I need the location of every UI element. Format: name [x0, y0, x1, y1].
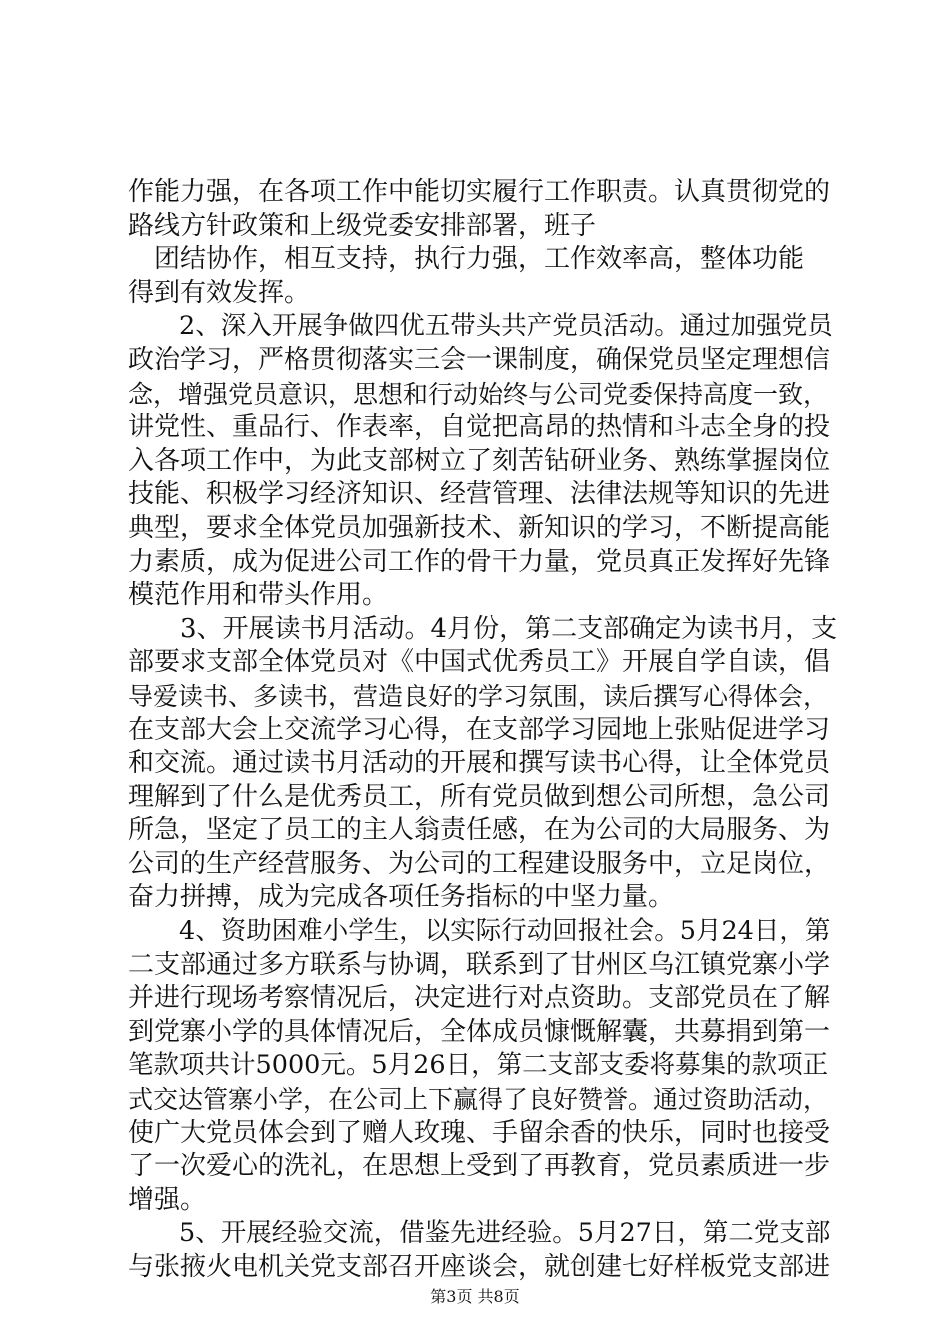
text-line: 团结协作，相互支持，执行力强，工作效率高，整体功能 — [128, 244, 805, 275]
text-line: 和交流。通过读书月活动的开展和撰写读书心得，让全体党员 — [128, 748, 831, 779]
body-text — [128, 176, 838, 1285]
text-line: 入各项工作中，为此支部树立了刻苦钻研业务、熟练掌握岗位 — [128, 445, 831, 476]
text-line: 与张掖火电机关党支部召开座谈会，就创建七好样板党支部进 — [128, 1252, 831, 1282]
text-line: 使广大党员体会到了赠人玫瑰、手留余香的快乐，同时也接受 — [128, 1117, 831, 1148]
text-line: 二支部通过多方联系与协调，联系到了甘州区乌江镇党寨小学 — [128, 949, 831, 980]
text-line: 政治学习，严格贯彻落实三会一课制度，确保党员坚定理想信 — [128, 344, 831, 375]
text-line: 路线方针政策和上级党委安排部署，班子 — [128, 210, 597, 241]
text-line: 典型，要求全体党员加强新技术、新知识的学习，不断提高能 — [128, 512, 831, 543]
text-line: 作能力强，在各项工作中能切实履行工作职责。认真贯彻党的 — [128, 177, 831, 207]
text-line: 模范作用和带头作用。 — [128, 580, 389, 611]
text-line: 在支部大会上交流学习心得，在支部学习园地上张贴促进学习 — [128, 714, 831, 745]
text-line: 到党寨小学的具体情况后，全体成员慷慨解囊，共募捐到第一 — [128, 1016, 831, 1047]
text-line: 奋力拼搏，成为完成各项任务指标的中坚力量。 — [128, 882, 675, 913]
text-line: 5、开展经验交流，借鉴先进经验。5月27日，第二党支部 — [128, 1218, 831, 1249]
text-line: 式交达管寨小学，在公司上下赢得了良好赞誉。通过资助活动， — [128, 1085, 829, 1115]
text-line: 讲党性、重品行、作表率，自觉把高昂的热情和斗志全身的投 — [128, 412, 831, 443]
text-line: 所急，坚定了员工的主人翁责任感，在为公司的大局服务、为 — [128, 815, 831, 846]
text-line: 增强。 — [128, 1184, 207, 1215]
text-line: 2、深入开展争做四优五带头共产党员活动。通过加强党员 — [128, 311, 833, 342]
text-line: 得到有效发挥。 — [128, 277, 311, 308]
text-line: 理解到了什么是优秀员工，所有党员做到想公司所想，急公司 — [128, 781, 831, 812]
text-line: 部要求支部全体党员对《中国式优秀员工》开展自学自读，倡 — [128, 647, 831, 678]
text-line: 3、开展读书月活动。4月份，第二支部确定为读书月，支 — [128, 613, 838, 644]
page-footer: 第3页 共8页 — [430, 1287, 520, 1306]
text-line: 念，增强党员意识，思想和行动始终与公司党委保持高度一致， — [128, 379, 829, 409]
text-line: 力素质，成为促进公司工作的骨干力量，党员真正发挥好先锋 — [128, 546, 831, 577]
text-line: 公司的生产经营服务、为公司的工程建设服务中，立足岗位， — [128, 848, 831, 879]
text-line: 并进行现场考察情况后，决定进行对点资助。支部党员在了解 — [128, 983, 831, 1014]
text-line: 了一次爱心的洗礼，在思想上受到了再教育，党员素质进一步 — [128, 1151, 831, 1182]
text-line: 4、资助困难小学生，以实际行动回报社会。5月24日，第 — [128, 916, 831, 947]
text-line: 笔款项共计5000元。5月26日，第二支部支委将募集的款项正 — [128, 1050, 829, 1081]
text-line: 导爱读书、多读书，营造良好的学习氛围，读后撰写心得体会， — [128, 681, 829, 711]
text-line: 技能、积极学习经济知识、经营管理、法律法规等知识的先进 — [128, 479, 831, 510]
